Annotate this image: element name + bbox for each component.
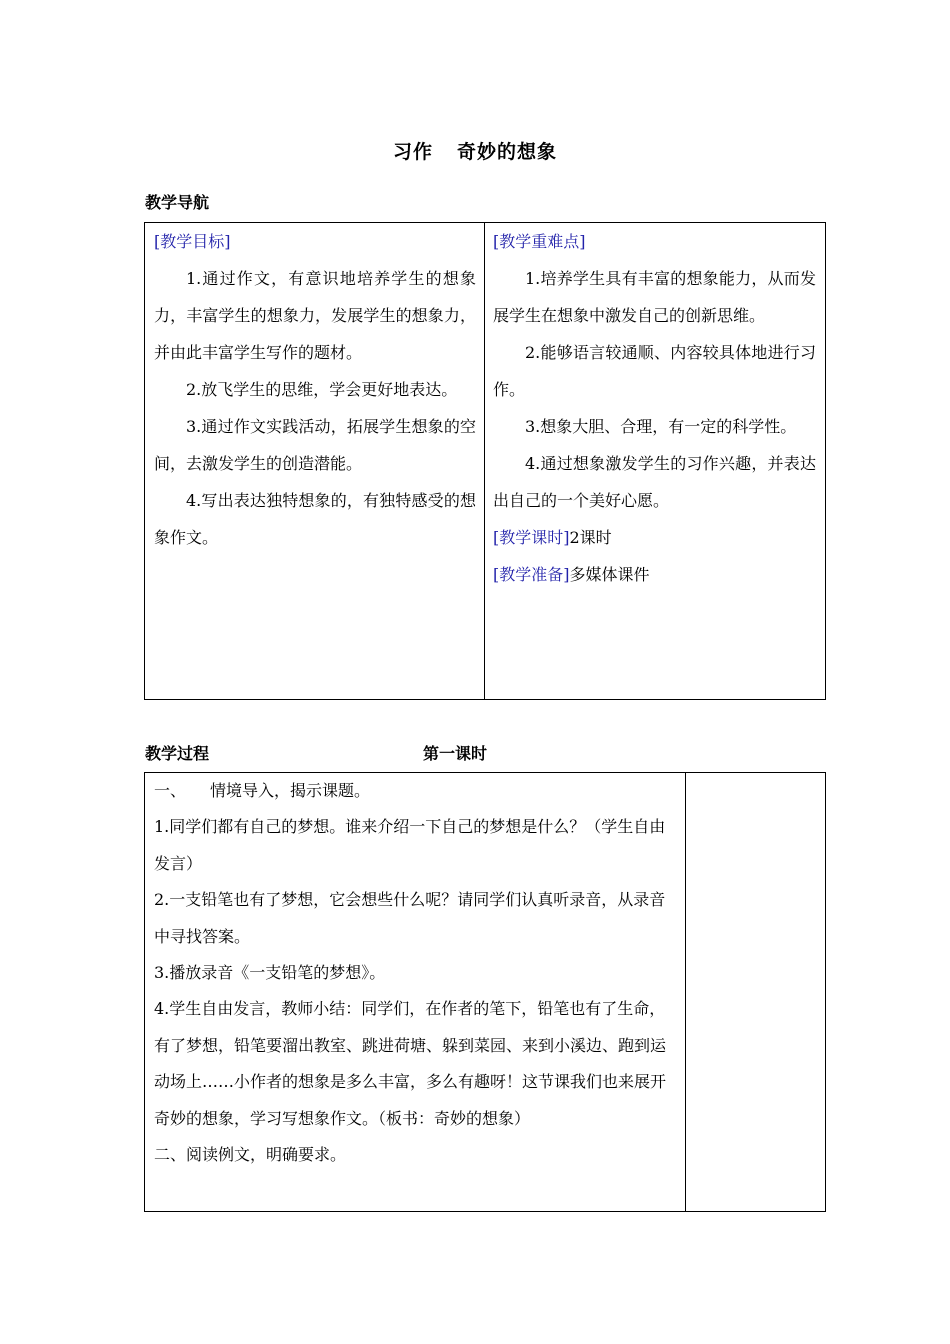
- process-line: 3.播放录音《一支铅笔的梦想》。: [154, 963, 386, 983]
- objective-item: 3.通过作文实践活动，拓展学生想象的空间，去激发学生的创造潜能。: [154, 417, 476, 473]
- teaching-process-table: [144, 772, 826, 1212]
- process-line: 二、阅读例文，明确要求。: [154, 1145, 347, 1165]
- objectives-header: [教学目标]: [154, 232, 231, 251]
- lesson-prep-value: 多媒体课件: [569, 565, 650, 584]
- objective-item: 4.写出表达独特想象的，有独特感受的想象作文。: [154, 491, 476, 547]
- process-line: 一、 情境导入，揭示课题。: [154, 781, 371, 800]
- lesson-hours-value: 2课时: [569, 528, 612, 547]
- title-part2: 奇妙的想象: [457, 141, 558, 163]
- objective-item: 2.放飞学生的思维，学会更好地表达。: [186, 380, 458, 399]
- process-content-cell: [145, 773, 686, 1212]
- process-line: 4.学生自由发言，教师小结：同学们，在作者的笔下，铅笔也有了生命，有了梦想，铅笔要溜出教室、跳进荷塘、躲到菜园、来到小溪边、跑到运动场上……小作者的想象是多么丰富，多么有趣呀！这节课我们也来展开奇妙的想象，学习写想象作文。（板书：奇妙的想象）: [154, 999, 667, 1128]
- nav-heading: 教学导航: [145, 193, 210, 212]
- key-points-cell: [485, 223, 826, 700]
- process-line: 1.同学们都有自己的梦想。谁来介绍一下自己的梦想是什么？（学生自由发言）: [154, 817, 666, 873]
- title-part1: 习作: [392, 141, 433, 163]
- lesson-prep: [493, 556, 816, 593]
- key-point-item: 2.能够语言较通顺、内容较具体地进行习作。: [493, 343, 816, 399]
- process-heading: 教学过程: [145, 744, 210, 763]
- key-point-item: 1.培养学生具有丰富的想象能力，从而发展学生在想象中激发自己的创新思维。: [493, 269, 816, 325]
- process-notes-cell: [686, 773, 826, 1212]
- key-points-header: [教学重难点]: [493, 232, 586, 251]
- objectives-cell: [145, 223, 485, 700]
- lesson-hours-label: [教学课时]: [493, 528, 570, 547]
- lesson-heading: 第一课时: [423, 744, 488, 763]
- lesson-hours: [493, 519, 816, 556]
- key-point-item: 4.通过想象激发学生的习作兴趣，并表达出自己的一个美好心愿。: [493, 454, 816, 510]
- process-line: 2.一支铅笔也有了梦想，它会想些什么呢？请同学们认真听录音，从录音中寻找答案。: [154, 890, 666, 946]
- key-point-item: 3.想象大胆、合理，有一定的科学性。: [525, 417, 797, 436]
- teaching-nav-table: [144, 222, 826, 700]
- objective-item: 1.通过作文，有意识地培养学生的想象力，丰富学生的想象力，发展学生的想象力，并由此丰富学生写作的题材。: [154, 269, 476, 362]
- page-title: [0, 137, 950, 164]
- lesson-prep-label: [教学准备]: [493, 565, 570, 584]
